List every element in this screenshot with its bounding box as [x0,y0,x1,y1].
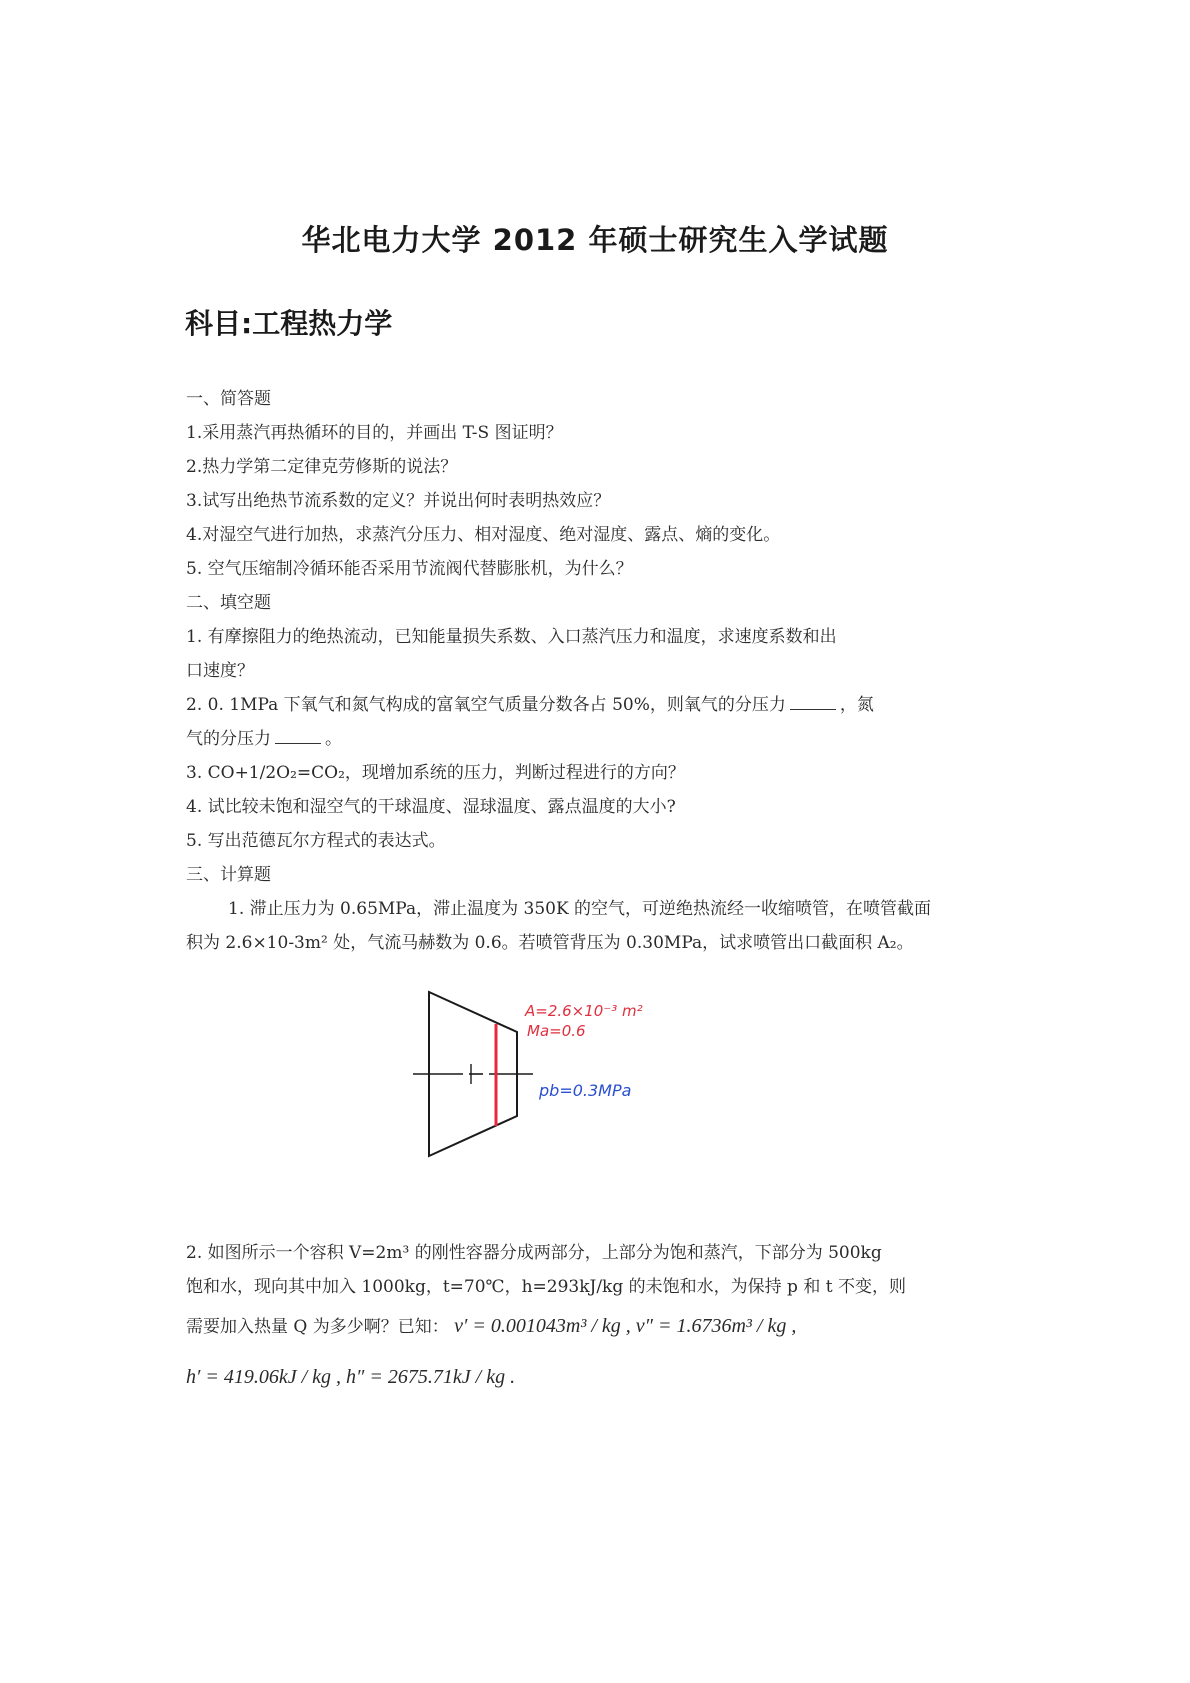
section1-q2: 2.热力学第二定律克劳修斯的说法？ [186,457,458,477]
nozzle-diagram [405,980,665,1166]
section2-heading: 二、填空题 [186,593,271,613]
page-title: 华北电力大学 2012 年硕士研究生入学试题 [301,223,889,257]
section3-p2-line1: 2. 如图所示一个容积 V=2m³ 的刚性容器分成两部分，上部分为饱和蒸汽，下部分为 500kg [186,1243,882,1263]
section1-q1: 1.采用蒸汽再热循环的目的，并画出 T-S 图证明？ [186,423,563,443]
section3-heading: 三、计算题 [186,865,271,885]
answer-blank [790,695,836,710]
section2-q1-line2: 口速度？ [186,661,254,681]
section3-p1-line2: 积为 2.6×10-3m² 处，气流马赫数为 0.6。若喷管背压为 0.30MPa，试求喷管出口截面积 A₂。 [186,933,914,953]
section1-q3: 3.试写出绝热节流系数的定义？并说出何时表明热效应？ [186,491,611,511]
section3-p2-line3-text: 需要加入热量 Q 为多少啊？已知： [186,1317,449,1337]
section2-q3: 3. CO+1/2O₂=CO₂，现增加系统的压力，判断过程进行的方向？ [186,763,685,783]
section1-q5: 5. 空气压缩制冷循环能否采用节流阀代替膨胀机，为什么？ [186,559,633,579]
section3-p2-line3 [186,1312,796,1338]
section2-q2-text-d: 。 [325,729,342,749]
mach-annotation: Ma=0.6 [527,1022,586,1040]
section1-q4: 4.对湿空气进行加热，求蒸汽分压力、相对湿度、绝对湿度、露点、熵的变化。 [186,525,781,545]
section1-heading: 一、简答题 [186,389,271,409]
section3-p1-line1: 1. 滞止压力为 0.65MPa，滞止温度为 350K 的空气，可逆绝热流经一收缩喷管，在喷管截面 [228,899,932,919]
section2-q2-line1 [186,690,874,715]
section2-q2-text-b: ，氮 [839,695,874,715]
area-annotation: A=2.6×10⁻³ m² [525,1002,643,1020]
section2-q4: 4. 试比较未饱和湿空气的干球温度、湿球温度、露点温度的大小? [186,797,676,817]
section2-q2-line2 [186,724,342,749]
section2-q5: 5. 写出范德瓦尔方程式的表达式。 [186,831,446,851]
section2-q1-line1: 1. 有摩擦阻力的绝热流动，已知能量损失系数、入口蒸汽压力和温度，求速度系数和出 [186,627,837,647]
section2-q2-text-a: 2. 0. 1MPa 下氧气和氮气构成的富氧空气质量分数各占 50%，则氧气的分压力 [186,695,786,715]
enthalpy-values: h′ = 419.06kJ / kg , h″ = 2675.71kJ / kg . [186,1366,516,1388]
answer-blank [275,729,321,744]
backpressure-annotation: pb=0.3MPa [539,1081,632,1100]
section3-p2-line2: 饱和水，现向其中加入 1000kg，t=70℃，h=293kJ/kg 的未饱和水，为保持 p 和 t 不变，则 [186,1277,906,1297]
specific-volume-values: v′ = 0.001043m³ / kg , v″ = 1.6736m³ / kg , [454,1315,797,1337]
section2-q2-text-c: 气的分压力 [186,729,271,749]
subject-heading: 科目:工程热力学 [185,307,393,340]
